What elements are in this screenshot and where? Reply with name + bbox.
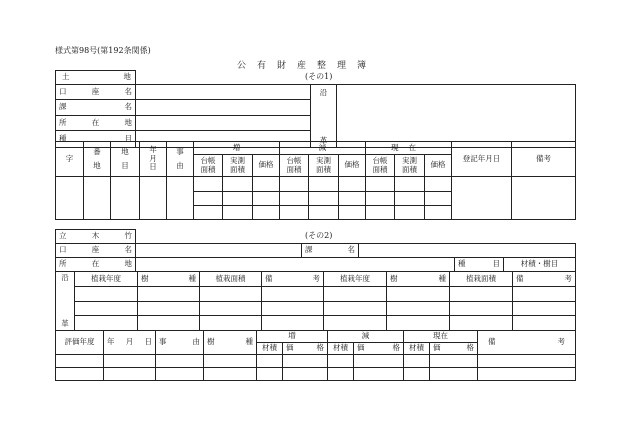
entry-cell[interactable] xyxy=(452,177,512,220)
entry-cell[interactable] xyxy=(425,206,452,220)
entry-cell[interactable] xyxy=(84,177,111,220)
account-name-label: 口 座 名 xyxy=(56,85,136,100)
entry-cell[interactable] xyxy=(309,206,339,220)
entry-cell[interactable] xyxy=(513,286,576,301)
entry-cell[interactable] xyxy=(200,316,262,331)
entry-cell[interactable] xyxy=(194,192,223,206)
part2-location-value[interactable] xyxy=(136,258,455,272)
entry-cell[interactable] xyxy=(339,177,366,192)
planting-table xyxy=(55,271,576,331)
entry-cell[interactable] xyxy=(204,368,257,381)
category-label: 種 目 xyxy=(56,131,136,148)
entry-cell[interactable] xyxy=(200,301,262,316)
col-genzai: 現在 xyxy=(366,142,452,155)
entry-cell[interactable] xyxy=(513,316,576,331)
entry-cell[interactable] xyxy=(253,206,280,220)
entry-cell[interactable] xyxy=(75,316,138,331)
col-gen: 減 xyxy=(328,331,404,343)
entry-cell[interactable] xyxy=(324,316,387,331)
section-name-label: 課 名 xyxy=(56,100,136,115)
entry-cell[interactable] xyxy=(395,192,425,206)
history-label-cell: 沿 革 xyxy=(311,85,337,148)
account-name-value[interactable] xyxy=(136,85,311,100)
col-jushu: 樹 種 xyxy=(387,272,450,287)
entry-cell[interactable] xyxy=(404,368,430,381)
entry-cell[interactable] xyxy=(430,368,478,381)
entry-cell[interactable] xyxy=(56,355,104,368)
subcol-kakaku: 価格 xyxy=(253,155,280,177)
entry-cell[interactable] xyxy=(309,192,339,206)
entry-cell[interactable] xyxy=(223,192,253,206)
col-hyoka-nendo: 評価年度 xyxy=(56,331,104,355)
col-nengappi: 年 月 日 xyxy=(140,142,167,177)
entry-cell[interactable] xyxy=(204,355,257,368)
entry-cell[interactable] xyxy=(75,301,138,316)
land-value[interactable] xyxy=(136,71,311,85)
entry-cell[interactable] xyxy=(366,192,395,206)
col-nengappi: 年 月 日 xyxy=(104,331,156,355)
entry-cell[interactable] xyxy=(104,355,156,368)
history-value[interactable] xyxy=(337,85,576,148)
entry-cell[interactable] xyxy=(156,355,204,368)
col-jiyu: 事 由 xyxy=(167,142,194,177)
col-jushu: 樹 種 xyxy=(204,331,257,355)
col-shokusai-menseki: 植栽面積 xyxy=(450,272,513,287)
part2-subtitle: (その2) xyxy=(305,231,333,240)
subcol-kakaku: 価格 xyxy=(339,155,366,177)
entry-cell[interactable] xyxy=(513,301,576,316)
entry-cell[interactable] xyxy=(56,368,104,381)
subcol-daicho-menseki: 台帳 面積 xyxy=(280,155,309,177)
entry-cell[interactable] xyxy=(280,177,309,192)
entry-cell[interactable] xyxy=(354,355,404,368)
col-jushu: 樹 種 xyxy=(138,272,200,287)
col-chimoku: 地 目 xyxy=(111,142,140,177)
timber-info-table xyxy=(55,229,576,272)
entry-cell[interactable] xyxy=(223,177,253,192)
land-detail-table xyxy=(55,141,576,220)
entry-cell[interactable] xyxy=(104,368,156,381)
timber-value[interactable] xyxy=(136,230,576,244)
entry-cell[interactable] xyxy=(111,177,140,220)
subcol-jissoku-menseki: 実測 面積 xyxy=(309,155,339,177)
entry-cell[interactable] xyxy=(262,301,324,316)
entry-cell[interactable] xyxy=(194,177,223,192)
part2-category-label: 種 目 xyxy=(455,258,504,272)
subcol-daicho-menseki: 台帳 面積 xyxy=(366,155,395,177)
entry-cell[interactable] xyxy=(283,368,328,381)
valuation-table xyxy=(55,330,576,381)
subcol-kakaku: 価 格 xyxy=(283,343,328,355)
col-shokusai-menseki: 植栽面積 xyxy=(200,272,262,287)
part2-history-label: 沿 革 xyxy=(56,272,75,331)
entry-cell[interactable] xyxy=(253,177,280,192)
col-jiyu: 事 由 xyxy=(156,331,204,355)
entry-cell[interactable] xyxy=(138,286,200,301)
subcol-zaiseki: 材積 xyxy=(257,343,283,355)
form-title: 公有財産整理簿 xyxy=(237,61,378,71)
col-gen: 減 xyxy=(280,142,366,155)
entry-cell[interactable] xyxy=(283,355,328,368)
entry-cell[interactable] xyxy=(430,355,478,368)
entry-cell[interactable] xyxy=(253,192,280,206)
part1-subtitle: (その1) xyxy=(305,72,333,81)
subcol-kakaku: 価 格 xyxy=(430,343,478,355)
entry-cell[interactable] xyxy=(395,177,425,192)
entry-cell[interactable] xyxy=(262,316,324,331)
entry-cell[interactable] xyxy=(257,355,283,368)
form-number: 様式第98号(第192条関係) xyxy=(55,46,151,55)
entry-cell[interactable] xyxy=(309,177,339,192)
col-zou: 増 xyxy=(257,331,328,343)
entry-cell[interactable] xyxy=(478,368,576,381)
col-biko: 備 考 xyxy=(513,272,576,287)
entry-cell[interactable] xyxy=(387,301,450,316)
entry-cell[interactable] xyxy=(138,301,200,316)
entry-cell[interactable] xyxy=(194,206,223,220)
entry-cell[interactable] xyxy=(262,286,324,301)
entry-cell[interactable] xyxy=(328,355,354,368)
entry-cell[interactable] xyxy=(280,206,309,220)
land-info-table xyxy=(55,70,576,148)
part2-section-name-label: 課 名 xyxy=(302,244,359,258)
entry-cell[interactable] xyxy=(280,192,309,206)
entry-cell[interactable] xyxy=(387,316,450,331)
entry-cell[interactable] xyxy=(328,368,354,381)
part2-section-name-value[interactable] xyxy=(359,244,576,258)
col-zou: 増 xyxy=(194,142,280,155)
entry-cell[interactable] xyxy=(75,286,138,301)
entry-cell[interactable] xyxy=(200,286,262,301)
entry-cell[interactable] xyxy=(223,206,253,220)
entry-cell[interactable] xyxy=(387,286,450,301)
col-toki-nengappi: 登記年月日 xyxy=(452,142,512,177)
land-label-cell: 土 地 xyxy=(56,71,136,85)
entry-cell[interactable] xyxy=(366,206,395,220)
entry-cell[interactable] xyxy=(404,355,430,368)
col-biko: 備 考 xyxy=(478,331,576,355)
entry-cell[interactable] xyxy=(156,368,204,381)
entry-cell[interactable] xyxy=(450,316,513,331)
subcol-daicho-menseki: 台帳 面積 xyxy=(194,155,223,177)
col-biko: 備考 xyxy=(512,142,576,177)
entry-cell[interactable] xyxy=(167,177,194,220)
part2-account-name-value[interactable] xyxy=(136,244,302,258)
entry-cell[interactable] xyxy=(354,368,404,381)
col-shokusai-nendo: 植栽年度 xyxy=(324,272,387,287)
subcol-kakaku: 価格 xyxy=(425,155,452,177)
entry-cell[interactable] xyxy=(140,177,167,220)
col-aza: 字 xyxy=(56,142,84,177)
location-value[interactable] xyxy=(136,115,311,130)
entry-cell[interactable] xyxy=(366,177,395,192)
timber-label-cell: 立 木 竹 xyxy=(56,230,136,244)
subcol-jissoku-menseki: 実測 面積 xyxy=(395,155,425,177)
subcol-kakaku: 価 格 xyxy=(354,343,404,355)
entry-cell[interactable] xyxy=(257,368,283,381)
col-biko: 備 考 xyxy=(262,272,324,287)
location-label: 所 在 地 xyxy=(56,115,136,130)
col-banchi: 番 地 xyxy=(84,142,111,177)
entry-cell[interactable] xyxy=(339,192,366,206)
section-name-value[interactable] xyxy=(136,100,311,115)
entry-cell[interactable] xyxy=(339,206,366,220)
part2-account-name-label: 口 座 名 xyxy=(56,244,136,258)
entry-cell[interactable] xyxy=(324,286,387,301)
col-shokusai-nendo: 植栽年度 xyxy=(75,272,138,287)
entry-cell[interactable] xyxy=(56,177,84,220)
subcol-zaiseki: 材積 xyxy=(328,343,354,355)
part2-location-label: 所 在 地 xyxy=(56,258,136,272)
col-genzai: 現在 xyxy=(404,331,478,343)
entry-cell[interactable] xyxy=(395,206,425,220)
entry-cell[interactable] xyxy=(138,316,200,331)
subcol-jissoku-menseki: 実測 面積 xyxy=(223,155,253,177)
entry-cell[interactable] xyxy=(478,355,576,368)
entry-cell[interactable] xyxy=(512,177,576,220)
entry-cell[interactable] xyxy=(425,192,452,206)
subcol-zaiseki: 材積 xyxy=(404,343,430,355)
part2-timber-category-label: 材積・樹目 xyxy=(504,258,576,272)
entry-cell[interactable] xyxy=(450,301,513,316)
entry-cell[interactable] xyxy=(450,286,513,301)
entry-cell[interactable] xyxy=(324,301,387,316)
entry-cell[interactable] xyxy=(425,177,452,192)
